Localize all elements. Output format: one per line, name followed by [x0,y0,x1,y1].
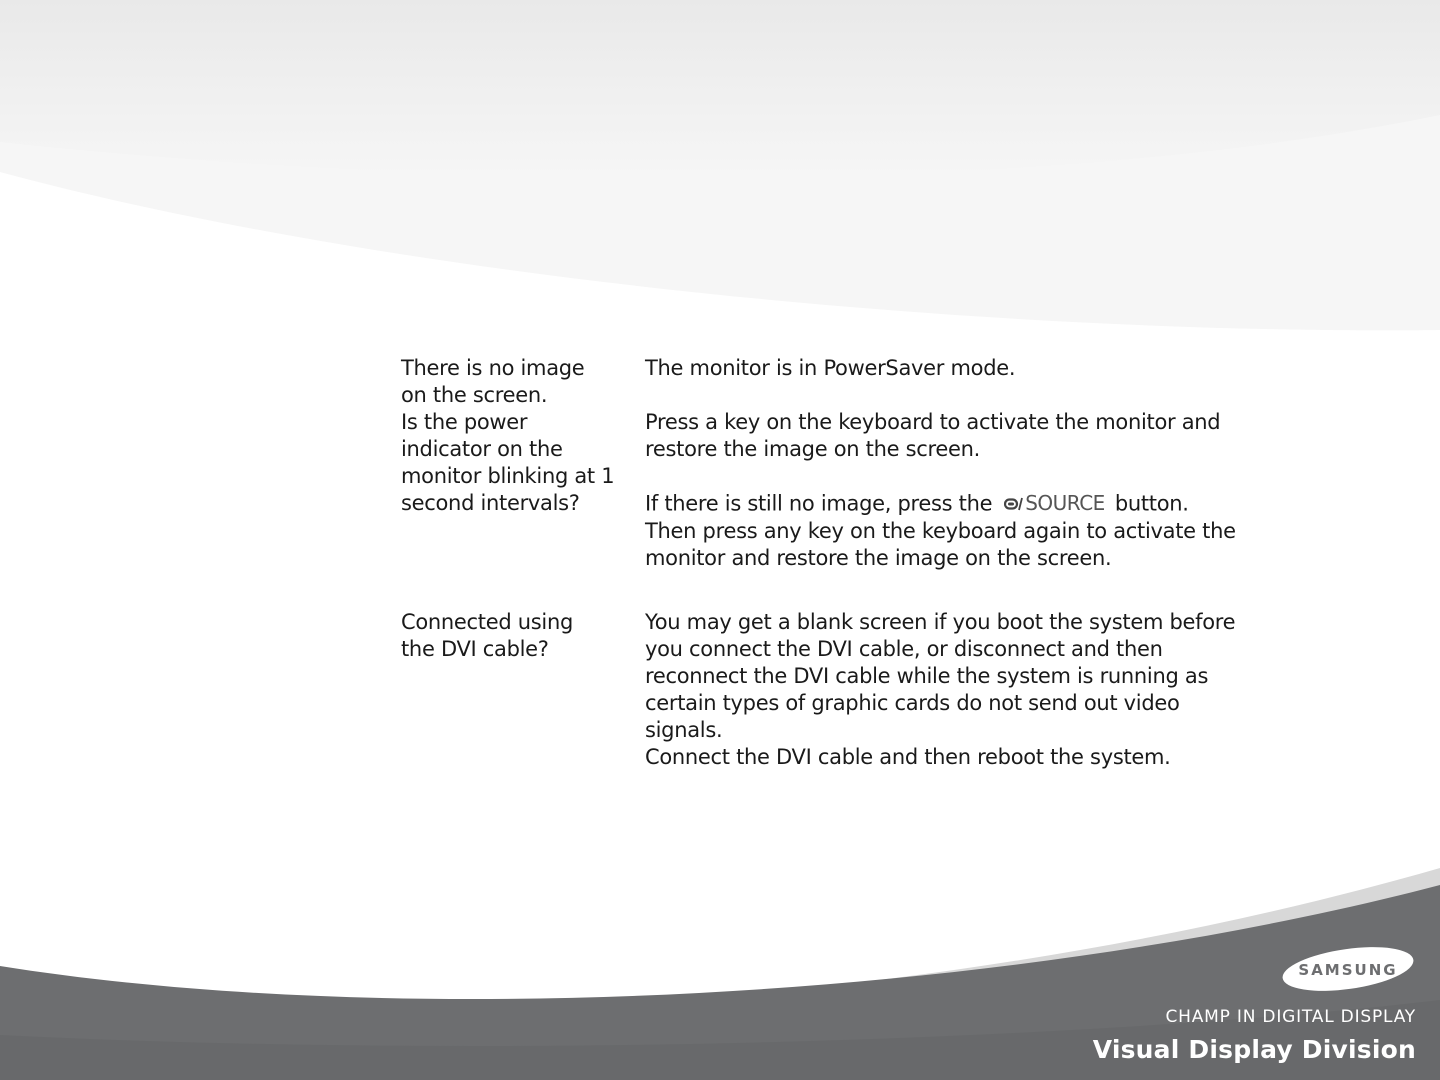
problem-cell [401,609,645,771]
source-input-icon [1004,497,1023,511]
solution-paragraph: Press a key on the keyboard to activate the monitor and restore the image on the screen. [645,410,1221,461]
source-button [1004,490,1105,517]
svg-text:SAMSUNG: SAMSUNG [1298,961,1398,979]
troubleshooting-row [401,355,1261,572]
solution-paragraph [645,490,1245,572]
solution-paragraph: The monitor is in PowerSaver mode. [645,356,1016,380]
problem-line: on the screen. [401,383,548,407]
source-button-label: SOURCE [1025,491,1105,515]
solution-text-after: button. [1114,491,1189,516]
footer-division: Visual Display Division [1092,1035,1416,1064]
problem-line: Is the power [401,410,528,434]
samsung-logo [1278,945,1418,993]
problem-line: the DVI cable? [401,636,549,661]
solution-text [645,490,1245,518]
problem-line: indicator on the [401,437,563,461]
problem-line: There is no image [401,356,585,380]
troubleshooting-row [401,609,1261,771]
problem-line: second intervals? [401,491,580,515]
problem-line: Connected using [401,609,573,634]
troubleshooting-table [401,355,1261,771]
problem-line: monitor blinking at 1 [401,464,615,488]
footer-tagline: CHAMP IN DIGITAL DISPLAY [1165,1007,1416,1027]
solution-cell [645,609,1245,771]
solution-text: Then press any key on the keyboard again to activate the monitor and restore the image on the screen. [645,518,1236,570]
solution-cell [645,355,1245,572]
solution-paragraph: Connect the DVI cable and then reboot the system. [645,744,1171,769]
solution-paragraph: You may get a blank screen if you boot the system before you connect the DVI cable, or disconnect and then reconnect the DVI cable while the system is running as certain types of graphic cards do not send out video signals. [645,609,1236,742]
solution-text-before: If there is still no image, press the [645,491,993,516]
problem-cell [401,355,645,572]
